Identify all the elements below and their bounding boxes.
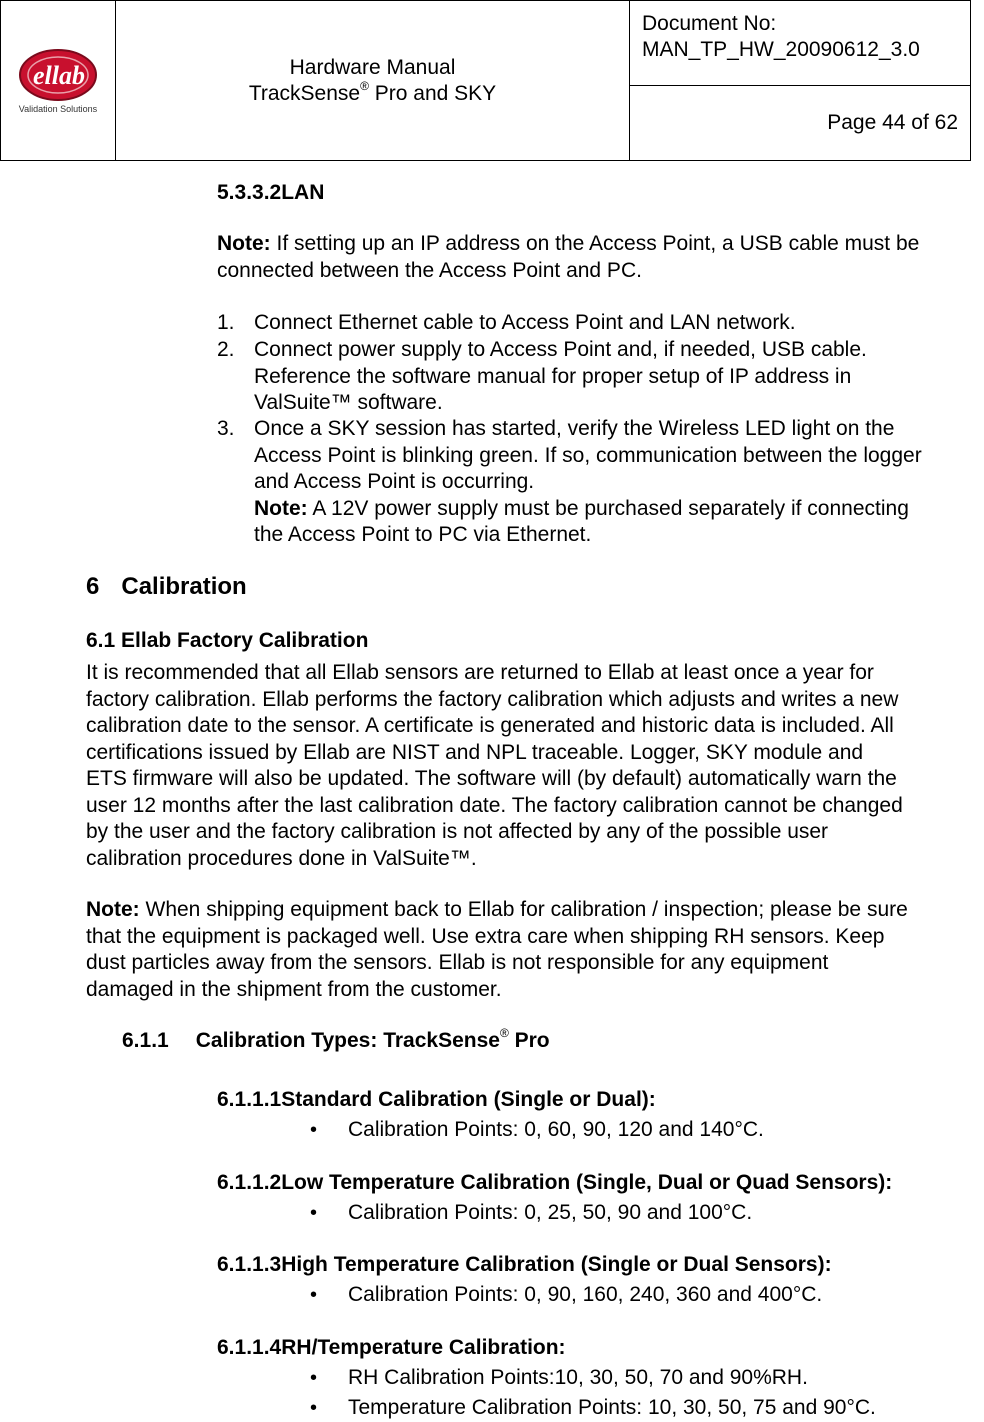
calibration-type-heading-rh: 6.1.1.4RH/Temperature Calibration: [217,1336,566,1359]
shipping-note: Note: When shipping equipment back to Ellab for calibration / inspection; please be sure that the equipment is packaged well. Use extra care when shipping RH sensors. Keep dust particles away from the sensors. Ellab is not responsible for any equipment damaged in the shipment from the customer. [86,898,908,1001]
factory-calibration-paragraph: It is recommended that all Ellab sensors are returned to Ellab at least once a year for factory calibration. Ellab performs the factory calibration which adjusts and writes a new calibration date to the sensor. A certificate is generated and historic data is included. All certifications issued by Ellab are NIST and NPL traceable. Logger, SKY module and ETS firmware will also be updated. The software will (by default) automatically warn the user 12 months after the last calibration date. The factory calibration cannot be changed by the user and the factory calibration is not affected by any of the possible user calibration procedures done in ValSuite™. [86,661,903,870]
document-number-cell [630,1,971,86]
manual-title-line1: Hardware Manual [289,55,456,79]
document-number-label: Document No: [642,12,777,35]
ellab-logo [15,45,101,117]
lan-step-3-note: Note: A 12V power supply must be purchased separately if connecting [254,496,909,520]
section-heading-calibration: 6 Calibration [86,573,247,600]
svg-text:ellab: ellab [33,60,85,90]
calibration-type-heading-high-temp: 6.1.1.3High Temperature Calibration (Single or Dual Sensors): [217,1253,832,1276]
manual-title-line2: TrackSense® Pro and SKY [248,78,497,105]
calibration-type-heading-low-temp: 6.1.1.2Low Temperature Calibration (Single, Dual or Quad Sensors): [217,1171,893,1194]
calibration-type-heading-standard: 6.1.1.1Standard Calibration (Single or Dual): [217,1088,656,1111]
subsection-heading-calibration-types: 6.1.1 Calibration Types: TrackSense® Pro [122,1026,550,1052]
manual-title [116,1,630,161]
subsection-heading-factory-calibration: 6.1 Ellab Factory Calibration [86,629,369,652]
logo-cell [1,1,116,161]
page-number: Page 44 of 62 [630,86,971,161]
document-number: MAN_TP_HW_20090612_3.0 [642,38,920,61]
section-heading-lan: 5.3.3.2LAN [217,181,325,204]
lan-note: Note: If setting up an IP address on the Access Point, a USB cable must be connected between the Access Point and PC. [217,232,920,282]
svg-text:Validation Solutions: Validation Solutions [18,103,98,114]
document-header [0,0,971,161]
